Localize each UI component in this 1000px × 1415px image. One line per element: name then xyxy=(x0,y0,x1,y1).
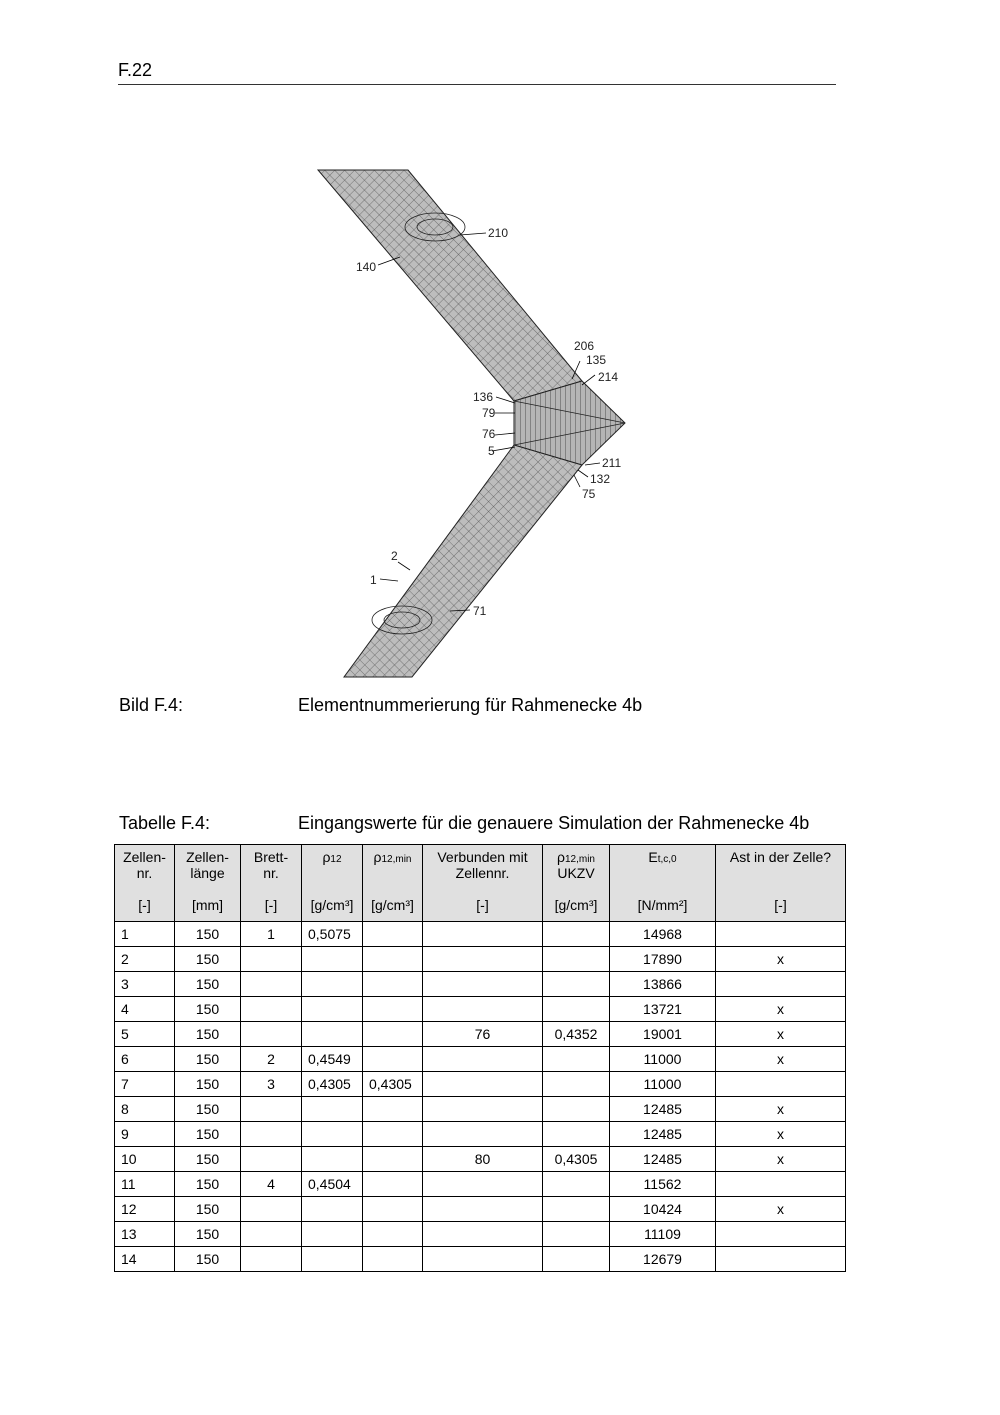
table-cell xyxy=(363,997,423,1022)
col-unit: [-] xyxy=(241,897,302,922)
page-header xyxy=(118,60,836,85)
table-row xyxy=(115,1097,846,1122)
table-cell xyxy=(423,1072,543,1097)
col-header: ρ12,min xyxy=(363,845,423,898)
table-cell: 5 xyxy=(115,1022,175,1047)
table-cell: 3 xyxy=(115,972,175,997)
table-cell xyxy=(716,972,846,997)
upper-beam-mesh xyxy=(318,170,582,401)
table-cell: x xyxy=(716,1047,846,1072)
table-cell: 14 xyxy=(115,1247,175,1272)
table-row xyxy=(115,1222,846,1247)
table-row xyxy=(115,1022,846,1047)
node-label: 76 xyxy=(482,427,496,441)
table-cell: 150 xyxy=(175,1097,241,1122)
table-cell: 12485 xyxy=(610,1147,716,1172)
table-cell: 11 xyxy=(115,1172,175,1197)
table-cell: 17890 xyxy=(610,947,716,972)
col-unit: [-] xyxy=(423,897,543,922)
table-row xyxy=(115,1072,846,1097)
table-cell xyxy=(543,947,610,972)
table-cell: 10 xyxy=(115,1147,175,1172)
table-cell xyxy=(543,972,610,997)
table-cell xyxy=(363,1022,423,1047)
table-cell: 76 xyxy=(423,1022,543,1047)
table-cell xyxy=(716,1222,846,1247)
col-header: ρ12 xyxy=(302,845,363,898)
table-cell: 1 xyxy=(241,922,302,947)
table-cell: 2 xyxy=(241,1047,302,1072)
table-cell xyxy=(302,1022,363,1047)
table-cell xyxy=(423,997,543,1022)
table-cell: 4 xyxy=(241,1172,302,1197)
table-cell xyxy=(302,1097,363,1122)
table-cell xyxy=(716,1172,846,1197)
figure-caption-text: Elementnummerierung für Rahmenecke 4b xyxy=(298,695,643,715)
table-cell xyxy=(302,1122,363,1147)
table-cell: 150 xyxy=(175,997,241,1022)
table-cell: 19001 xyxy=(610,1022,716,1047)
table-cell: 12 xyxy=(115,1197,175,1222)
table-cell xyxy=(363,947,423,972)
node-label: 132 xyxy=(590,472,611,486)
table-cell: 6 xyxy=(115,1047,175,1072)
node-label: 211 xyxy=(602,456,622,470)
table-cell xyxy=(302,1197,363,1222)
table-cell xyxy=(543,1197,610,1222)
table-cell: 10424 xyxy=(610,1197,716,1222)
col-header: Zellen- nr. xyxy=(115,845,175,898)
table-cell xyxy=(423,947,543,972)
table-cell xyxy=(363,1197,423,1222)
table-cell xyxy=(423,1247,543,1272)
table-cell xyxy=(543,1222,610,1247)
table-cell xyxy=(241,1247,302,1272)
table-cell xyxy=(241,972,302,997)
table-caption-text: Eingangswerte für die genauere Simulation der Rahmenecke 4b xyxy=(298,813,810,833)
table-cell: 150 xyxy=(175,1172,241,1197)
table-cell: 150 xyxy=(175,1247,241,1272)
table-row xyxy=(115,1247,846,1272)
table-cell: 13866 xyxy=(610,972,716,997)
table-cell: x xyxy=(716,1197,846,1222)
table-cell: 7 xyxy=(115,1072,175,1097)
table-row xyxy=(115,947,846,972)
table-cell: x xyxy=(716,1022,846,1047)
table-cell xyxy=(363,1097,423,1122)
table-cell xyxy=(423,1222,543,1247)
table-cell: 150 xyxy=(175,1047,241,1072)
table-cell: 0,4305 xyxy=(363,1072,423,1097)
table-cell: 0,4305 xyxy=(302,1072,363,1097)
table-cell: 80 xyxy=(423,1147,543,1172)
table-cell xyxy=(543,922,610,947)
table-cell: 4 xyxy=(115,997,175,1022)
table-cell: x xyxy=(716,997,846,1022)
table-cell: 12485 xyxy=(610,1097,716,1122)
col-unit: [mm] xyxy=(175,897,241,922)
table-cell xyxy=(543,1047,610,1072)
table-cell: 150 xyxy=(175,1222,241,1247)
table-row xyxy=(115,1047,846,1072)
node-label: 214 xyxy=(598,370,619,384)
table-cell xyxy=(716,1072,846,1097)
table-cell xyxy=(423,972,543,997)
table-cell xyxy=(302,1247,363,1272)
table-cell xyxy=(543,1072,610,1097)
node-label: 71 xyxy=(473,604,487,618)
table-cell xyxy=(241,1122,302,1147)
table-cell xyxy=(423,1097,543,1122)
node-label: 136 xyxy=(473,390,494,404)
table-cell xyxy=(543,1122,610,1147)
table-cell xyxy=(716,1247,846,1272)
table-cell: 3 xyxy=(241,1072,302,1097)
table-cell: x xyxy=(716,947,846,972)
col-header: ρ12,min UKZV xyxy=(543,845,610,898)
table-cell: 0,5075 xyxy=(302,922,363,947)
node-label: 140 xyxy=(356,260,377,274)
table-cell xyxy=(302,1222,363,1247)
table-cell xyxy=(363,972,423,997)
table-cell xyxy=(241,997,302,1022)
table-cell xyxy=(241,1222,302,1247)
table-cell xyxy=(543,1172,610,1197)
table-cell xyxy=(302,947,363,972)
node-label: 210 xyxy=(488,226,509,240)
col-unit: [g/cm³] xyxy=(543,897,610,922)
table-row xyxy=(115,1122,846,1147)
table-cell: 14968 xyxy=(610,922,716,947)
col-unit: [-] xyxy=(716,897,846,922)
figure-caption-label: Bild F.4: xyxy=(119,695,184,715)
node-label: 2 xyxy=(391,549,398,563)
col-unit: [N/mm²] xyxy=(610,897,716,922)
table-cell xyxy=(363,1147,423,1172)
table-cell: 11562 xyxy=(610,1172,716,1197)
col-header: Verbunden mit Zellennr. xyxy=(423,845,543,898)
col-unit: [g/cm³] xyxy=(302,897,363,922)
col-header: Et,c,0 xyxy=(610,845,716,898)
node-label: 79 xyxy=(482,406,496,420)
table-cell xyxy=(363,1122,423,1147)
table-cell: 0,4305 xyxy=(543,1147,610,1172)
table-cell xyxy=(241,1022,302,1047)
table-cell: 0,4504 xyxy=(302,1172,363,1197)
table-cell: 150 xyxy=(175,1022,241,1047)
table-cell xyxy=(241,947,302,972)
table-cell xyxy=(241,1147,302,1172)
table-cell: 150 xyxy=(175,1122,241,1147)
table-cell xyxy=(716,922,846,947)
table-cell: 13 xyxy=(115,1222,175,1247)
node-label: 5 xyxy=(488,444,495,458)
table-row xyxy=(115,1172,846,1197)
table-cell: 150 xyxy=(175,1197,241,1222)
table-cell xyxy=(363,1172,423,1197)
node-label: 1 xyxy=(370,573,377,587)
table-cell: 1 xyxy=(115,922,175,947)
col-header: Zellen- länge xyxy=(175,845,241,898)
table-cell: 150 xyxy=(175,947,241,972)
table-cell: 13721 xyxy=(610,997,716,1022)
input-values-table xyxy=(114,844,846,1272)
table-cell: 2 xyxy=(115,947,175,972)
table-caption-label: Tabelle F.4: xyxy=(119,813,211,833)
table-cell: x xyxy=(716,1122,846,1147)
table-cell xyxy=(423,1172,543,1197)
table-cell xyxy=(543,1247,610,1272)
table-cell: 150 xyxy=(175,1072,241,1097)
col-header: Brett- nr. xyxy=(241,845,302,898)
table-cell: 0,4549 xyxy=(302,1047,363,1072)
table-cell: 150 xyxy=(175,972,241,997)
table-cell xyxy=(363,1222,423,1247)
col-unit: [-] xyxy=(115,897,175,922)
table-cell xyxy=(423,1197,543,1222)
node-label: 206 xyxy=(574,339,595,353)
node-label: 75 xyxy=(582,487,596,501)
table-cell xyxy=(302,1147,363,1172)
table-cell xyxy=(543,1097,610,1122)
table-cell xyxy=(363,1247,423,1272)
table-cell: 8 xyxy=(115,1097,175,1122)
table-cell: 12679 xyxy=(610,1247,716,1272)
table-cell: 150 xyxy=(175,1147,241,1172)
page-number: F.22 xyxy=(118,60,153,80)
table-cell xyxy=(302,997,363,1022)
table-cell xyxy=(543,997,610,1022)
table-cell xyxy=(363,1047,423,1072)
table-cell xyxy=(423,1047,543,1072)
table-row xyxy=(115,922,846,947)
table-cell xyxy=(241,1197,302,1222)
col-unit: [g/cm³] xyxy=(363,897,423,922)
table-cell: 11000 xyxy=(610,1047,716,1072)
table-cell xyxy=(423,922,543,947)
table-row xyxy=(115,1197,846,1222)
table-cell xyxy=(423,1122,543,1147)
lower-beam-mesh xyxy=(344,445,582,677)
table-cell xyxy=(363,922,423,947)
table-cell: x xyxy=(716,1147,846,1172)
table-cell: 0,4352 xyxy=(543,1022,610,1047)
table-row xyxy=(115,972,846,997)
table-cell: 150 xyxy=(175,922,241,947)
col-header: Ast in der Zelle? xyxy=(716,845,846,898)
table-row xyxy=(115,1147,846,1172)
table-cell xyxy=(302,972,363,997)
table-cell: 9 xyxy=(115,1122,175,1147)
table-cell: 11000 xyxy=(610,1072,716,1097)
table-cell: 11109 xyxy=(610,1222,716,1247)
fe-mesh-figure xyxy=(310,165,640,685)
table-cell xyxy=(241,1097,302,1122)
table-row xyxy=(115,997,846,1022)
table-cell: x xyxy=(716,1097,846,1122)
node-label: 135 xyxy=(586,353,607,367)
table-cell: 12485 xyxy=(610,1122,716,1147)
